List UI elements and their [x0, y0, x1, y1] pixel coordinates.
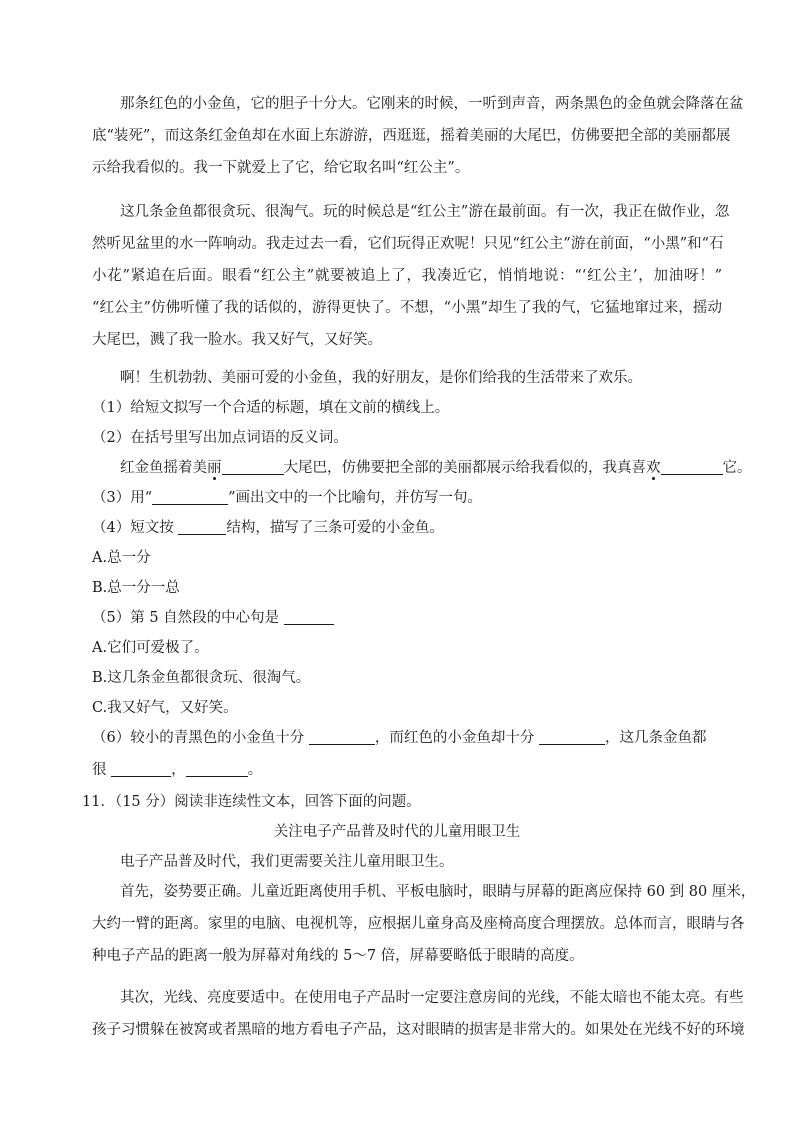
question-text: ，而红色的小金鱼却十分 — [374, 730, 539, 746]
paragraph-line: “红公主”仿佛听懂了我的话似的，游得更快了。不想，“小黑”却生了我的气，它猛地窜过来，摇动 — [92, 300, 722, 316]
sentence-text: 大尾巴，仿佛要把全部的美丽都展示给我看似的，我真喜 — [283, 460, 646, 476]
question-text: （6）较小的青黑色的小金鱼十分 — [92, 730, 309, 746]
question-text: ”画出文中的一个比喻句，并仿写一句。 — [228, 490, 483, 506]
option-b: B.这几条金鱼都很贪玩、很淘气。 — [92, 670, 311, 686]
answer-blank[interactable] — [309, 728, 375, 745]
paragraph-line: 底“装死”，而这条红金鱼却在水面上东游游，西逛逛，摇着美丽的大尾巴，仿佛要把全部的美丽都展 — [92, 128, 731, 144]
sentence-text: 它。 — [722, 460, 752, 476]
paragraph-line: 大约一臂的距离。家里的电脑、电视机等，应根据儿童身高及座椅高度合理摆放。总体而言，眼睛与各 — [92, 916, 745, 932]
answer-blank[interactable] — [178, 518, 226, 535]
question-11-header: 11．（15 分）阅读非连续性文本，回答下面的问题。 — [82, 794, 421, 810]
question-4 — [92, 514, 722, 542]
answer-blank[interactable] — [152, 488, 228, 505]
question-2: （2）在括号里写出加点词语的反义词。 — [92, 430, 348, 446]
question-1: （1）给短文拟写一个合适的标题，填在文前的横线上。 — [92, 400, 450, 416]
dotted-word: 丽 — [207, 460, 222, 476]
paragraph-line: 首先，姿势要正确。儿童近距离使用手机、平板电脑时，眼睛与屏幕的距离应保持 60 到 80 厘米， — [120, 884, 756, 900]
question-text: 很 — [92, 762, 112, 778]
question-text: 。 — [247, 762, 263, 778]
answer-blank[interactable] — [661, 458, 723, 475]
question-6-cont — [92, 756, 722, 784]
question-text: （4）短文按 — [92, 520, 179, 536]
paragraph-line: 大尾巴，溅了我一脸水。我又好气，又好笑。 — [92, 332, 382, 348]
question-text: ，这几条金鱼都 — [604, 730, 707, 746]
question-text: （5）第 5 自然段的中心句是 — [92, 610, 284, 626]
question-text: 结构，描写了三条可爱的小金鱼。 — [226, 520, 444, 536]
paragraph-line: 这几条金鱼都很贪玩、很淘气。玩的时候总是“红公主”游在最前面。有一次，我正在做作业，忽 — [120, 204, 730, 220]
option-c: C.我又好气，又好笑。 — [92, 700, 238, 716]
paragraph-line: 啊！生机勃勃、美丽可爱的小金鱼，我的好朋友，是你们给我的生活带来了欢乐。 — [120, 370, 642, 386]
answer-blank[interactable] — [111, 760, 171, 777]
answer-blank[interactable] — [186, 760, 248, 777]
paragraph-line: 种电子产品的距离一般为屏幕对角线的 5～7 倍，屏幕要略低于眼睛的高度。 — [92, 948, 584, 964]
paragraph-line: 电子产品普及时代，我们更需要关注儿童用眼卫生。 — [120, 854, 454, 870]
answer-blank[interactable] — [222, 458, 284, 475]
question-text: （3）用“ — [92, 490, 153, 506]
question-5 — [92, 604, 722, 632]
sentence-text: 红金鱼摇着美 — [120, 460, 207, 476]
option-b: B.总一分一总 — [92, 580, 180, 596]
article-title: 关注电子产品普及时代的儿童用眼卫生 — [273, 824, 521, 840]
option-a: A.总一分 — [92, 550, 151, 566]
paragraph-line: 孩子习惯躲在被窝或者黑暗的地方看电子产品，这对眼睛的损害是非常大的。如果处在光线不好的环境 — [92, 1022, 745, 1038]
question-2-sentence — [120, 454, 752, 482]
question-3 — [92, 484, 722, 512]
answer-blank[interactable] — [539, 728, 605, 745]
question-text: ， — [171, 762, 186, 778]
option-a: A.它们可爱极了。 — [92, 640, 209, 656]
paragraph-line: 示给我看似的。我一下就爱上了它，给它取名叫“红公主”。 — [92, 160, 470, 176]
dotted-word: 欢 — [646, 460, 661, 476]
paragraph-line: 那条红色的小金鱼，它的胆子十分大。它刚来的时候，一听到声音，两条黑色的金鱼就会降落在盆 — [120, 96, 744, 112]
paragraph-line: 小花”紧追在后面。眼看“红公主”就要被追上了，我凑近它，悄悄地说：“‘红公主’，加油呀！” — [92, 268, 722, 284]
paragraph-line: 其次，光线、亮度要适中。在使用电子产品时一定要注意房间的光线，不能太暗也不能太亮。有些 — [120, 990, 744, 1006]
paragraph-line: 然听见盆里的水一阵响动。我走过去一看，它们玩得正欢呢！只见“红公主”游在前面，“小黑”和“石 — [92, 236, 724, 252]
question-6 — [92, 724, 722, 752]
answer-blank[interactable] — [284, 608, 334, 625]
